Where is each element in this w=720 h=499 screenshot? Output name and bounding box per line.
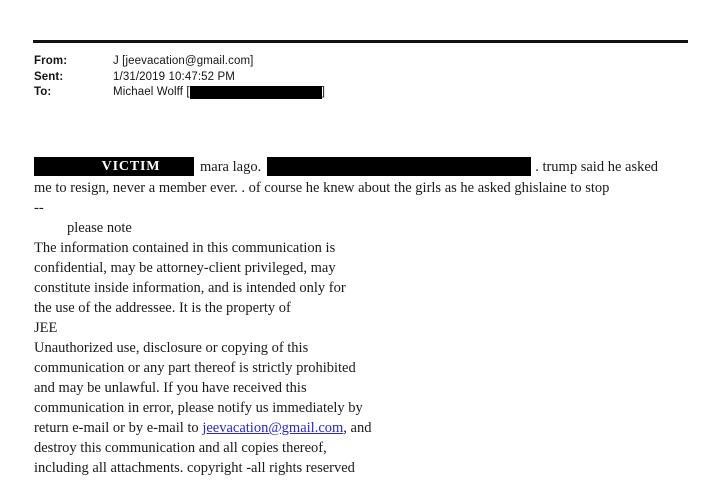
disclaimer-line-2: confidential, may be attorney-client privileged, may [34,260,336,276]
email-link[interactable]: jeevacation@gmail.com [202,420,344,436]
to-bracket-close: ] [321,86,326,98]
disclaimer-tail-line-1: destroy this communication and all copies thereof, [34,440,327,456]
disclaimer-line-with-link [34,418,694,438]
disclaimer-line-8: and may be unlawful. If you have received this [34,380,307,396]
disclaimer-line-7: communication or any part thereof is strictly prohibited [34,360,356,376]
to-recipient-name: Michael Wolff [ [113,86,190,98]
redaction-box-victim: VICTIM [34,157,194,176]
message-line-1-text-b: . trump said he asked [535,158,659,175]
message-signature-dashes: -- [34,200,44,216]
from-value: J [jeevacation@gmail.com] [113,55,254,67]
disclaimer-line-3: constitute inside information, and is intended only for [34,280,346,296]
header-divider-rule [33,40,688,43]
to-value [113,85,325,101]
disclaimer-line-9: communication in error, please notify us immediately by [34,400,363,416]
message-line-1-text-a: mara lago. [200,158,262,175]
redaction-box-line-1 [267,157,531,176]
disclaimer-tail-line-2: including all attachments. copyright -all rights reserved [34,460,355,476]
header-row-to [34,85,684,101]
disclaimer-line-5: JEE [34,320,58,336]
header-row-from [34,54,684,70]
message-line-1 [34,156,694,177]
message-body [34,156,694,478]
sent-value: 1/31/2019 10:47:52 PM [113,70,235,83]
from-label: From: [34,55,68,67]
sent-label: Sent: [34,70,64,83]
link-line-suffix: , and [343,420,372,436]
to-label: To: [34,86,52,98]
please-note-line: please note [67,220,132,236]
link-line-prefix: return e-mail or by e-mail to [34,420,203,436]
email-header [34,54,684,101]
disclaimer-line-1: The information contained in this communication is [34,240,336,256]
header-row-sent [34,70,684,86]
disclaimer-line-6: Unauthorized use, disclosure or copying of this [34,340,309,356]
redaction-box-to-email [190,86,322,99]
disclaimer-line-4: the use of the addressee. It is the property of [34,300,291,316]
message-line-2: me to resign, never a member ever. . of course he knew about the girls as he asked ghislaine to stop [34,180,610,196]
